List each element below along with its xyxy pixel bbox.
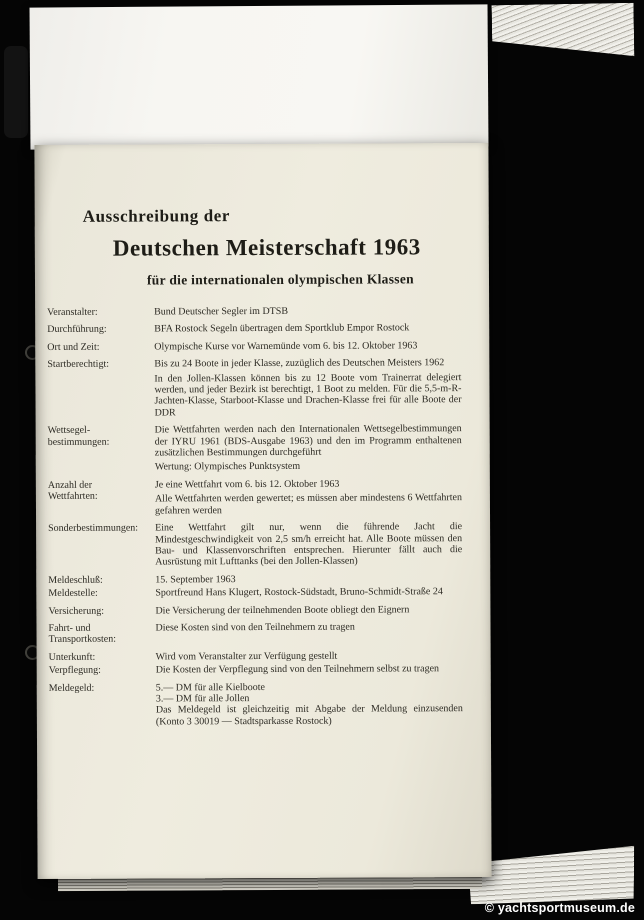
section-paragraph: Alle Wettfahrten werden gewertet; es müssen aber mindestens 6 Wettfahrten gefahren werden [154,492,462,517]
title-line-2: Deutschen Meisterschaft 1963 [112,234,421,261]
page-stack-bottom-right [468,844,635,905]
section-label: Fahrt- und Transportkosten: [48,622,117,646]
document-header [47,205,461,289]
section-paragraph: In den Jollen-Klassen können bis zu 12 Boote vom Trainerrat delegiert werden, und jeder Bezirk ist berechtigt, 1 Boot zu melden. Für die 5,5-m-R-Jachten-Klasse, Starboot-Klasse und Drachen-Klasse frei für alle Boote der DDR [154,371,462,419]
section-paragraph: Die Wettfahrten werden nach den Internationalen Wettsegelbestimmungen der IYRU 1961 (BDS-Ausgabe 1963) und den im Programm enthaltenen zusätzlichen Bestimmungen durchgeführt [154,423,462,459]
section-value [155,423,462,473]
section-label: Anzahl der Wettfahrten: [47,479,98,503]
section-paragraph: Das Meldegeld ist gleichzeitig mit Abgabe der Meldung einzusenden (Konto 3 30019 — Stadtsparkasse Rostock) [155,703,463,728]
section-value [155,604,462,617]
section-row-meldestelle [48,586,462,599]
section-paragraph: Sportfreund Hans Klugert, Rostock-Südstadt, Bruno-Schmidt-Straße 24 [155,586,443,599]
section-paragraph: 15. September 1963 [155,573,236,586]
section-label: Unterkunft: [48,651,96,663]
section-value [155,478,462,517]
sections-list [47,305,463,728]
section-row-sonderbestimmungen [48,521,462,568]
section-row-wettsegelbestimmungen [48,423,462,473]
section-paragraph: Bund Deutscher Segler im DTSB [154,305,289,318]
section-value [156,681,463,728]
section-value [155,621,462,645]
section-value [156,650,463,663]
section-label: Meldestelle: [48,587,98,600]
section-label: Startberechtigt: [47,358,110,371]
section-row-versicherung [48,604,462,617]
section-row-durchfuehrung [47,323,461,336]
section-paragraph: Die Kosten der Verpflegung sind von den Teilnehmern selbst zu tragen [155,663,440,676]
title-line-3: für die internationalen olympischen Klassen [146,271,414,288]
section-value [154,340,461,353]
section-label: Meldeschluß: [48,574,103,586]
under-sheet-page [30,4,489,149]
section-row-unterkunft [49,650,463,663]
section-paragraph: Wird vom Veranstalter zur Verfügung gestellt [155,650,338,663]
section-value [154,323,461,336]
section-value [155,521,462,568]
section-row-meldeschluss [48,573,462,586]
document-page [34,143,491,879]
section-label: Ort und Zeit: [47,341,100,353]
section-row-veranstalter [47,305,461,318]
section-row-verpflegung [49,663,463,676]
section-paragraph: Diese Kosten sind von den Teilnehmern zu tragen [155,621,355,634]
section-paragraph: Eine Wettfahrt gilt nur, wenn die führende Jacht die Mindestgeschwindigkeit von 2,5 sm/h erreicht hat. Alle Boote müssen den Bau- und Klassenvorschriften entsprechen. Hierunter fällt auch die Ausrüstung mit Lufttanks (bei den Jollen-Klassen) [155,521,463,568]
section-row-startberechtigt [47,357,461,419]
section-paragraph: Olympische Kurse vor Warnemünde vom 6. bis 12. Oktober 1963 [154,340,418,353]
section-row-meldegeld [49,681,463,728]
section-label: Wettsegel- bestimmungen: [47,425,110,448]
section-label: Veranstalter: [47,306,98,318]
section-label: Verpflegung: [48,664,101,677]
title-line-1: Ausschreibung der [82,206,231,226]
section-paragraph: Bis zu 24 Boote in jeder Klasse, zuzüglich des Deutschen Meisters 1962 [154,357,445,370]
section-label: Meldegeld: [48,682,95,694]
section-value [154,305,461,318]
section-row-anzahl-der-wettfahrten [48,478,462,517]
section-label: Durchführung: [47,324,107,336]
page-stack-top-right [492,3,635,63]
section-row-ort-und-zeit [47,340,461,353]
section-row-fahrt-und-transportkosten [48,621,462,646]
watermark-credit: © yachtsportmuseum.de [484,901,635,915]
section-paragraph: BFA Rostock Segeln übertragen dem Sportklub Empor Rostock [154,322,410,335]
section-paragraph: Die Versicherung der teilnehmenden Boote obliegt den Eignern [155,603,410,617]
section-paragraph: Wertung: Olympisches Punktsystem [154,461,301,473]
section-value [154,357,461,418]
section-value [155,586,462,599]
scan-artifact [4,46,28,138]
section-paragraph: 5.— DM für alle Kielboote [155,681,265,694]
section-paragraph: Je eine Wettfahrt vom 6. bis 12. Oktober 1963 [154,478,340,491]
section-value [156,663,463,676]
section-value [155,573,462,586]
section-label: Versicherung: [48,605,105,617]
section-label: Sonderbestimmungen: [48,522,139,535]
section-paragraph: 3.— DM für alle Jollen [155,693,250,705]
